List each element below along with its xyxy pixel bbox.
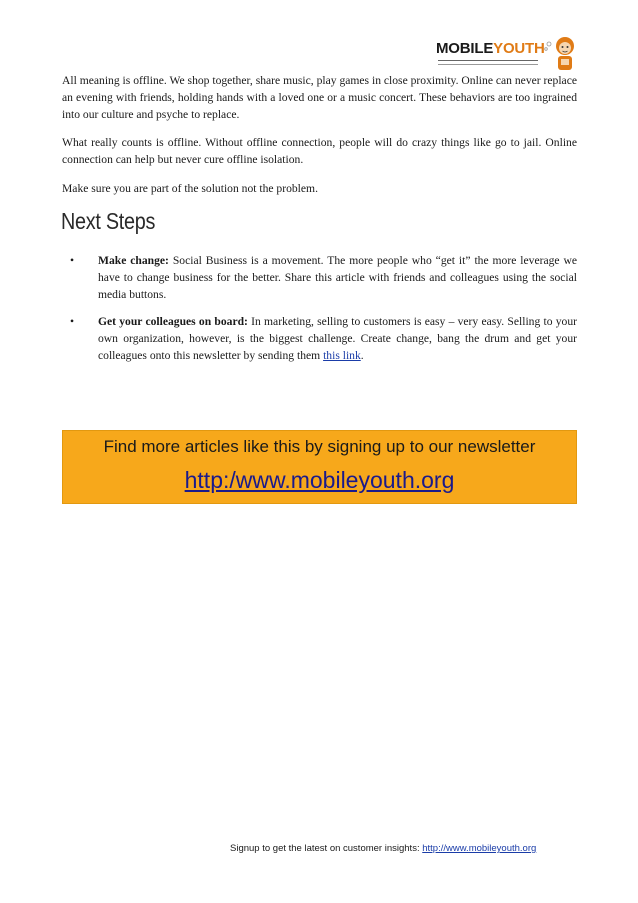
next-steps-list [62, 252, 577, 374]
footer-url-link[interactable]: http://www.mobileyouth.org [422, 843, 537, 854]
bullet-marker: • [70, 254, 75, 267]
logo-wordmark [436, 40, 545, 57]
newsletter-banner-link-row [63, 467, 576, 494]
page-footer [230, 843, 536, 854]
list-item [62, 313, 577, 364]
mascot-icon [544, 34, 578, 76]
bullet-text: Social Business is a movement. The more people who “get it” the more leverage we have to change business for the better. Share this article with friends and colleagues using the social media buttons. [98, 254, 578, 301]
bullet-marker: • [70, 315, 75, 328]
bullet-title: Make change: [98, 254, 169, 267]
newsletter-url-link[interactable]: http:/www.mobileyouth.org [184, 467, 455, 493]
newsletter-banner-text: Find more articles like this by signing up to our newsletter [103, 437, 536, 456]
this-link[interactable]: this link [323, 349, 361, 362]
paragraph-solution: Make sure you are part of the solution not the problem. [62, 182, 318, 195]
logo-tagline-rule [438, 60, 538, 65]
paragraph-offline-meaning: All meaning is offline. We shop together, share music, play games in close proximity. Online can never replace an evening with friends, holding hands with a loved one or a music concert. These behaviors are too ingrained into our culture and psyche to replace. [62, 74, 577, 121]
bullet-text: In marketing, selling to customers is easy – very easy. Selling to your own organization, however, is the biggest challenge. Create change, bang the drum and get your colleagues onto this newsletter by sending them [98, 315, 577, 362]
paragraph-what-counts: What really counts is offline. Without offline connection, people will do crazy things like go to jail. Online connection can help but never cure offline isolation. [62, 136, 577, 166]
bullet-text-end: . [360, 349, 364, 362]
list-item [62, 252, 577, 303]
footer-text: Signup to get the latest on customer insights: [230, 843, 423, 854]
logo-text-mobile: MOBILE [436, 40, 494, 57]
newsletter-banner [62, 430, 577, 504]
bullet-title: Get your colleagues on board: [98, 315, 248, 328]
section-heading-next-steps: Next Steps [61, 208, 156, 234]
logo-text-youth: YOUTH [493, 40, 545, 57]
